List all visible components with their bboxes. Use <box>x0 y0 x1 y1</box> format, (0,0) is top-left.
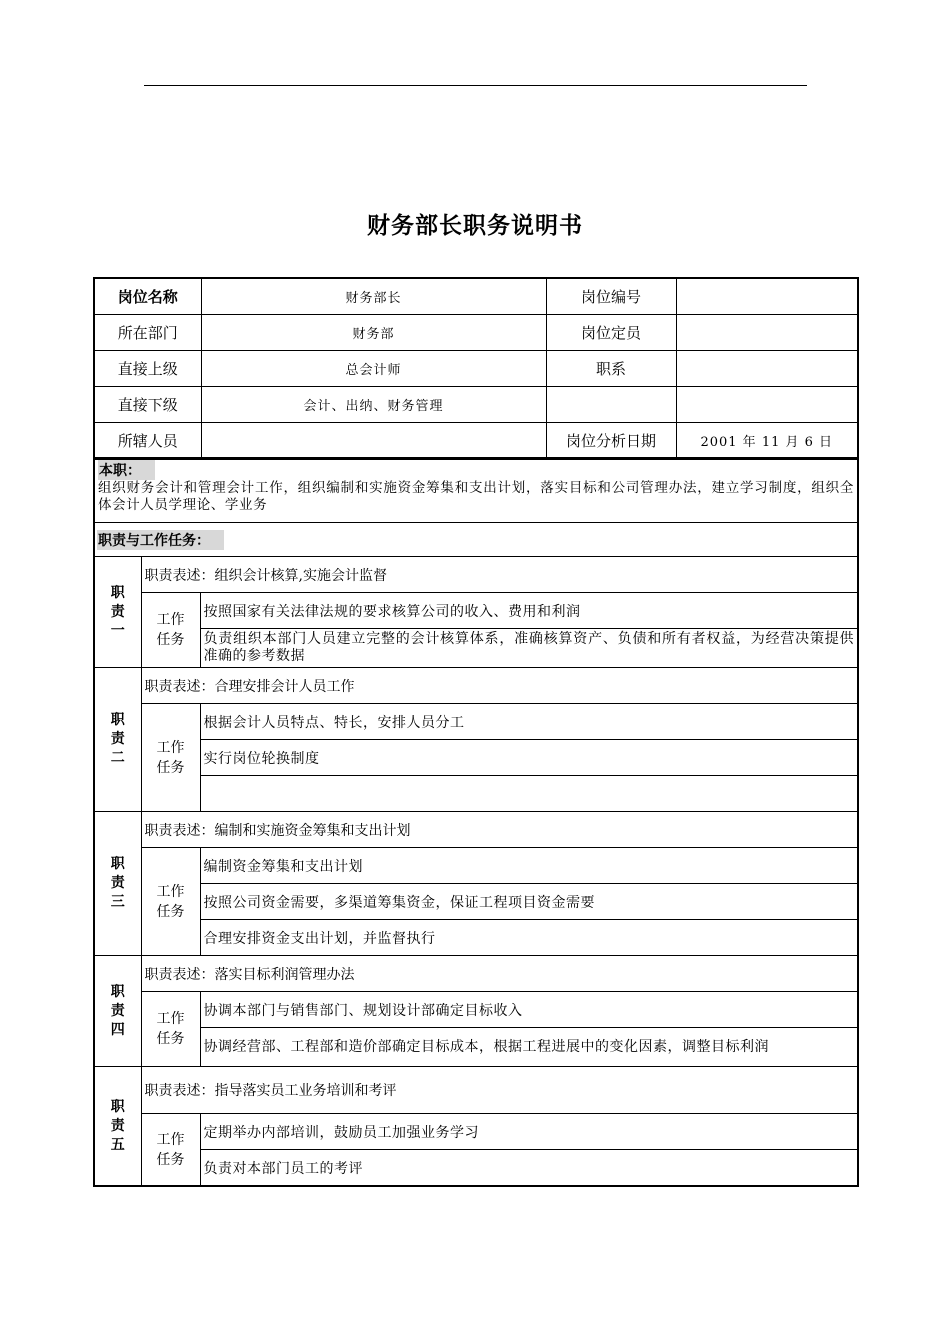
duties-heading-row <box>94 523 858 557</box>
duty-4-label-char: 四 <box>110 1021 125 1038</box>
duty-3-task-label <box>141 848 200 956</box>
duty-3-task-3: 合理安排资金支出计划，并监督执行 <box>200 920 858 956</box>
headcount-label: 岗位定员 <box>546 315 676 351</box>
blank-label <box>546 387 676 423</box>
duty-1-task-row <box>94 629 858 668</box>
subordinates-value: 会计、出纳、财务管理 <box>201 387 546 423</box>
duty-5-desc-row <box>94 1067 858 1114</box>
position-number-label: 岗位编号 <box>546 278 676 315</box>
duty-1-task-row <box>94 593 858 629</box>
duty-5-task-row <box>94 1150 858 1187</box>
summary-row <box>94 458 858 523</box>
duty-5-task-2: 负责对本部门员工的考评 <box>200 1150 858 1187</box>
duty-3-desc-row <box>94 812 858 848</box>
info-row-staff <box>94 423 858 460</box>
task-label-line: 任务 <box>156 903 185 920</box>
duty-2-label <box>94 668 141 812</box>
duty-4-task-2: 协调经营部、工程部和造价部确定目标成本，根据工程进展中的变化因素，调整目标利润 <box>200 1028 858 1067</box>
duty-4-task-row <box>94 992 858 1028</box>
position-name-label: 岗位名称 <box>94 278 201 315</box>
job-family-value <box>676 351 858 387</box>
duties-heading: 职责与工作任务： <box>97 530 224 550</box>
staff-label: 所辖人员 <box>94 423 201 460</box>
duty-3-label-char: 三 <box>110 894 125 910</box>
duty-5-label-char: 五 <box>110 1136 125 1153</box>
duty-2-task-row <box>94 740 858 776</box>
headcount-value <box>676 315 858 351</box>
duties-table <box>93 457 859 1187</box>
duty-4-label <box>94 956 141 1067</box>
duties-heading-cell <box>94 523 858 557</box>
duty-1-label-char: 职 <box>110 584 125 601</box>
duty-3-task-row <box>94 848 858 884</box>
duty-3-label-char: 职 <box>110 856 125 872</box>
position-info-table <box>93 277 859 460</box>
duty-3-task-row <box>94 884 858 920</box>
analysis-date-value: 2001 年 11 月 6 日 <box>676 423 858 460</box>
duty-1-label <box>94 557 141 668</box>
duty-2-task-label <box>141 704 200 812</box>
duty-2-label-char: 二 <box>110 750 125 766</box>
task-label-line: 工作 <box>156 1011 185 1027</box>
blank-value <box>676 387 858 423</box>
duty-1-task-label <box>141 593 200 668</box>
info-row-position-name <box>94 278 858 315</box>
duty-3-task-1: 编制资金筹集和支出计划 <box>200 848 858 884</box>
duty-1-desc-row <box>94 557 858 593</box>
department-label: 所在部门 <box>94 315 201 351</box>
duty-2-label-char: 责 <box>110 731 125 747</box>
position-name-value: 财务部长 <box>201 278 546 315</box>
info-row-superior <box>94 351 858 387</box>
duty-2-task-1: 根据会计人员特点、特长，安排人员分工 <box>200 704 858 740</box>
summary-heading: 本职： <box>98 460 155 480</box>
duty-1-label-char: 责 <box>110 603 125 620</box>
info-row-department <box>94 315 858 351</box>
duty-4-task-row <box>94 1028 858 1067</box>
duty-5-label <box>94 1067 141 1187</box>
task-label-line: 工作 <box>156 612 185 628</box>
duty-2-task-3 <box>200 776 858 812</box>
duty-5-task-row <box>94 1114 858 1150</box>
duty-2-task-row <box>94 776 858 812</box>
task-label-line: 工作 <box>156 1131 185 1148</box>
task-label-line: 任务 <box>156 632 185 648</box>
summary-text: 组织财务会计和管理会计工作，组织编制和实施资金筹集和支出计划，落实目标和公司管理办法，建立学习制度，组织全体会计人员学理论、学业务 <box>98 480 855 513</box>
duty-4-desc: 职责表述：落实目标利润管理办法 <box>141 956 858 992</box>
duty-5-desc: 职责表述：指导落实员工业务培训和考评 <box>141 1067 858 1114</box>
duty-2-desc: 职责表述：合理安排会计人员工作 <box>141 668 858 704</box>
duty-1-desc: 职责表述：组织会计核算,实施会计监督 <box>141 557 858 593</box>
superior-value: 总会计师 <box>201 351 546 387</box>
duty-4-desc-row <box>94 956 858 992</box>
duty-4-label-char: 职 <box>110 983 125 1000</box>
duty-5-label-char: 责 <box>110 1117 125 1134</box>
task-label-line: 任务 <box>156 1031 185 1047</box>
duty-3-task-row <box>94 920 858 956</box>
position-number-value <box>676 278 858 315</box>
task-label-line: 任务 <box>156 759 185 776</box>
staff-value <box>201 423 546 460</box>
job-family-label: 职系 <box>546 351 676 387</box>
duty-2-task-row <box>94 704 858 740</box>
duty-4-task-1: 协调本部门与销售部门、规划设计部确定目标收入 <box>200 992 858 1028</box>
duty-5-task-1: 定期举办内部培训，鼓励员工加强业务学习 <box>200 1114 858 1150</box>
duty-2-label-char: 职 <box>110 712 125 728</box>
subordinates-label: 直接下级 <box>94 387 201 423</box>
duty-3-task-2: 按照公司资金需要，多渠道筹集资金，保证工程项目资金需要 <box>200 884 858 920</box>
task-label-line: 工作 <box>156 883 185 900</box>
duty-3-label <box>94 812 141 956</box>
superior-label: 直接上级 <box>94 351 201 387</box>
department-value: 财务部 <box>201 315 546 351</box>
duty-5-label-char: 职 <box>110 1098 125 1115</box>
duty-3-desc: 职责表述：编制和实施资金筹集和支出计划 <box>141 812 858 848</box>
duty-1-task-1: 按照国家有关法律法规的要求核算公司的收入、费用和利润 <box>200 593 858 629</box>
page-title: 财务部长职务说明书 <box>367 213 583 239</box>
duty-2-task-2: 实行岗位轮换制度 <box>200 740 858 776</box>
header-rule <box>144 85 807 86</box>
duty-1-label-char: 一 <box>110 622 125 639</box>
task-label-line: 工作 <box>156 739 185 756</box>
info-row-subordinates <box>94 387 858 423</box>
summary-cell <box>94 458 858 523</box>
analysis-date-label: 岗位分析日期 <box>546 423 676 460</box>
duty-3-label-char: 责 <box>110 875 125 891</box>
task-label-line: 任务 <box>156 1151 185 1168</box>
duty-1-task-2: 负责组织本部门人员建立完整的会计核算体系，准确核算资产、负债和所有者权益，为经营决策提供准确的参考数据 <box>200 629 858 668</box>
duty-4-task-label <box>141 992 200 1067</box>
duty-5-task-label <box>141 1114 200 1187</box>
duty-4-label-char: 责 <box>110 1002 125 1019</box>
duty-2-desc-row <box>94 668 858 704</box>
